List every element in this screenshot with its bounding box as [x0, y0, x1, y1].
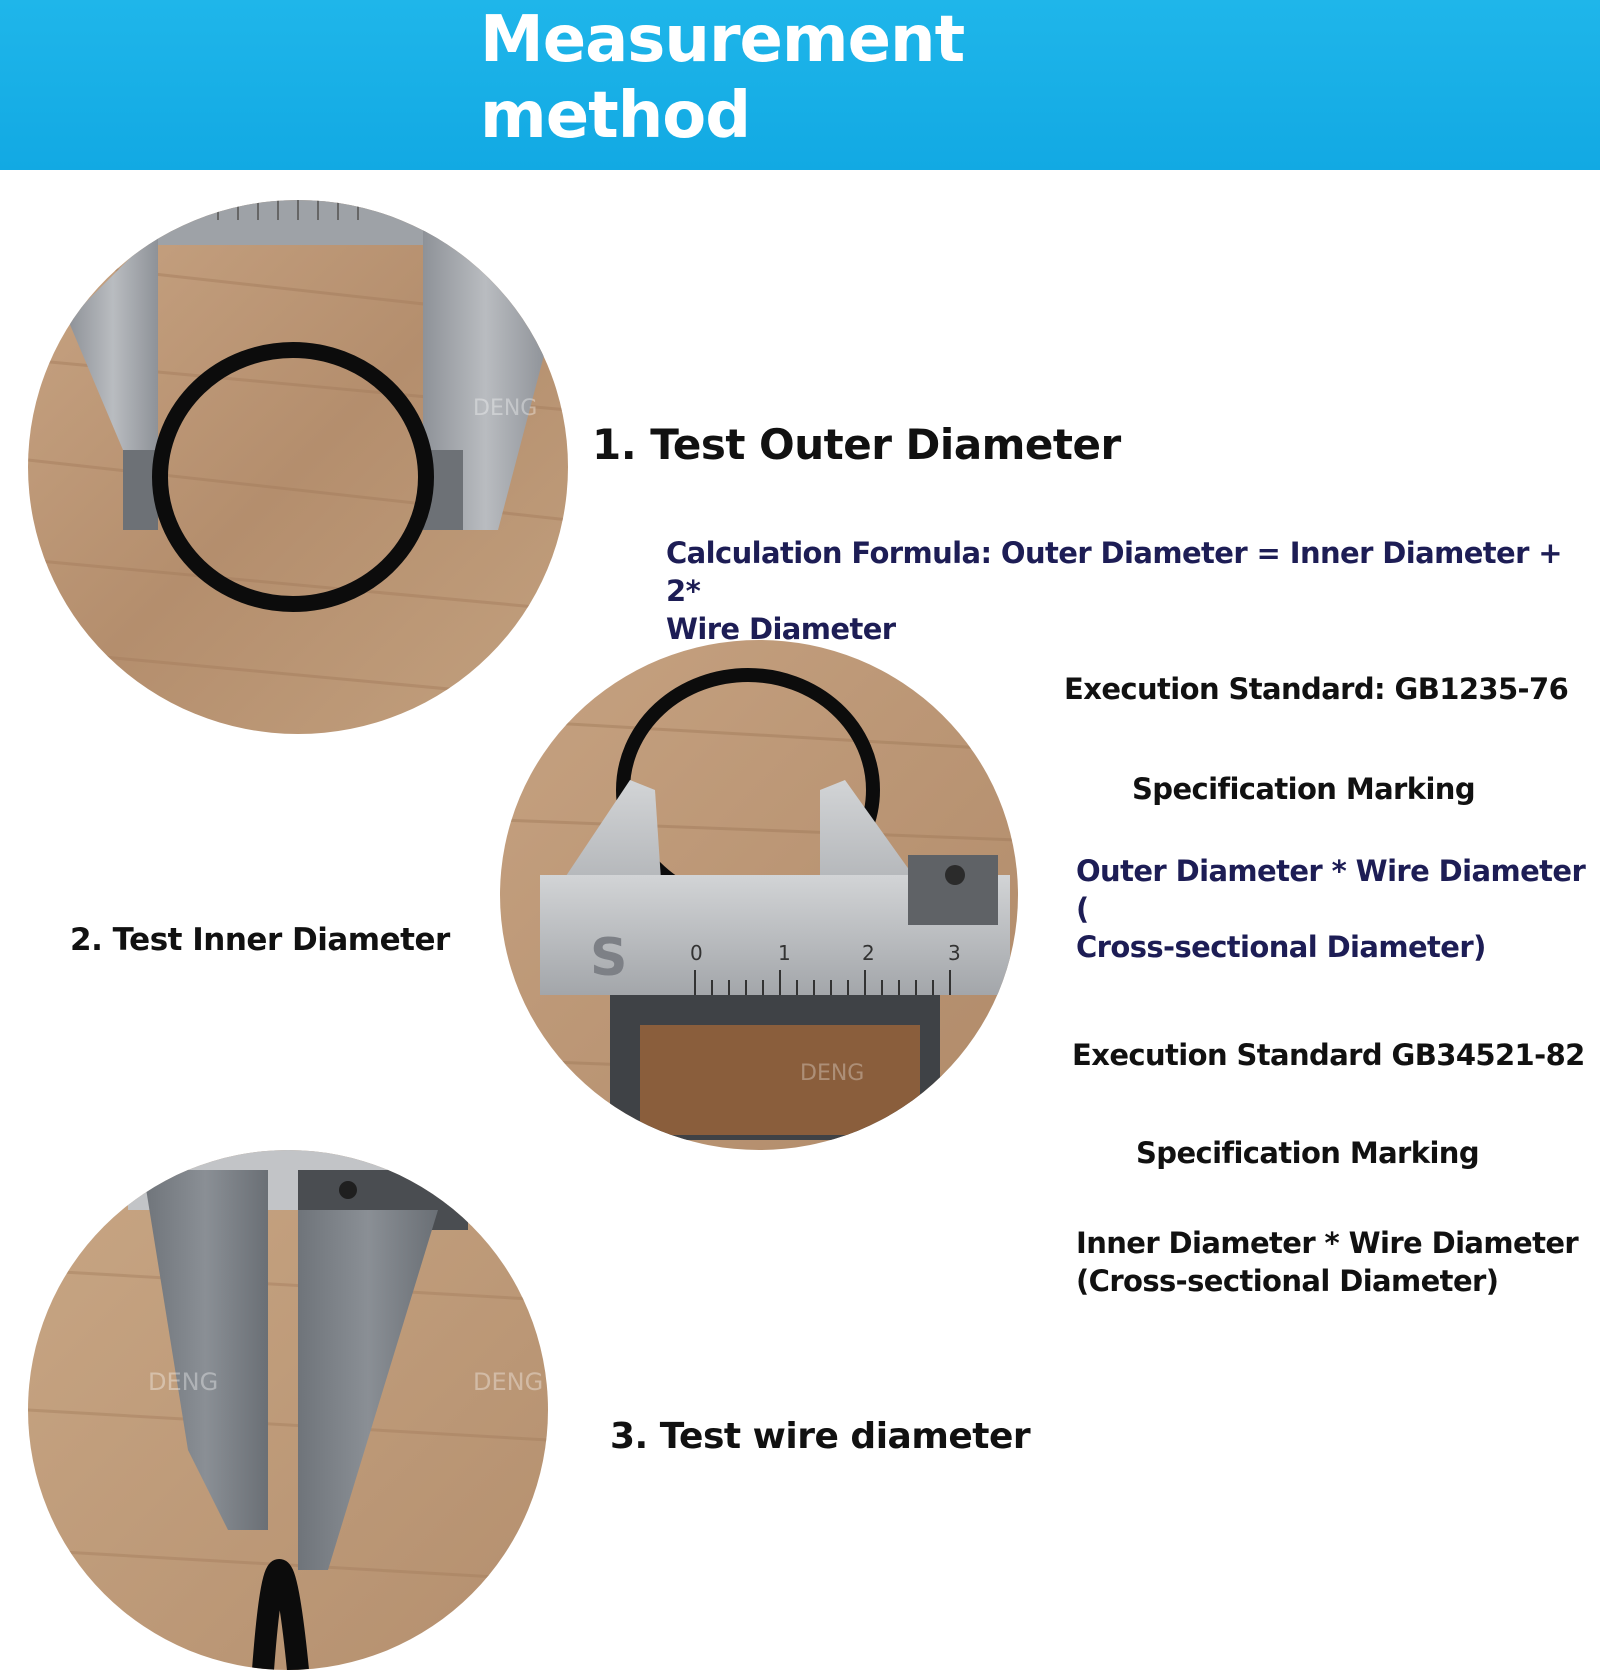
specification-marking-text-1: Outer Diameter * Wire Diameter ( Cross-sectional Diameter): [1076, 854, 1586, 964]
svg-text:DENG: DENG: [800, 1061, 865, 1086]
svg-text:2: 2: [862, 941, 875, 965]
svg-text:DENG: DENG: [473, 1368, 544, 1396]
execution-standard-1: Execution Standard: GB1235-76: [1064, 672, 1569, 706]
svg-text:3: 3: [948, 941, 961, 965]
specification-marking-text-2: Inner Diameter * Wire Diameter (Cross-sectional Diameter): [1076, 1226, 1579, 1298]
wire-diameter-photo: [28, 1150, 548, 1670]
section-2-heading: 2. Test Inner Diameter: [70, 922, 450, 958]
execution-standard-2: Execution Standard GB34521-82: [1072, 1038, 1585, 1072]
svg-text:S: S: [590, 928, 628, 988]
specification-marking-title-1: Specification Marking: [1132, 772, 1475, 806]
calculation-formula: Calculation Formula: Outer Diameter = Inner Diameter + 2* Wire Diameter: [666, 536, 1562, 646]
inner-diameter-photo: [500, 640, 1018, 1150]
svg-text:DENG: DENG: [473, 396, 538, 421]
section-3-heading: 3. Test wire diameter: [610, 1416, 1031, 1457]
page-title: Measurement method: [480, 3, 965, 153]
svg-text:DENG: DENG: [148, 1368, 219, 1396]
outer-diameter-photo: [28, 200, 568, 734]
svg-text:0: 0: [690, 941, 703, 965]
header-banner: [0, 0, 1600, 170]
svg-text:1: 1: [778, 941, 791, 965]
specification-marking-title-2: Specification Marking: [1136, 1136, 1479, 1170]
section-1-heading: 1. Test Outer Diameter: [592, 420, 1121, 469]
